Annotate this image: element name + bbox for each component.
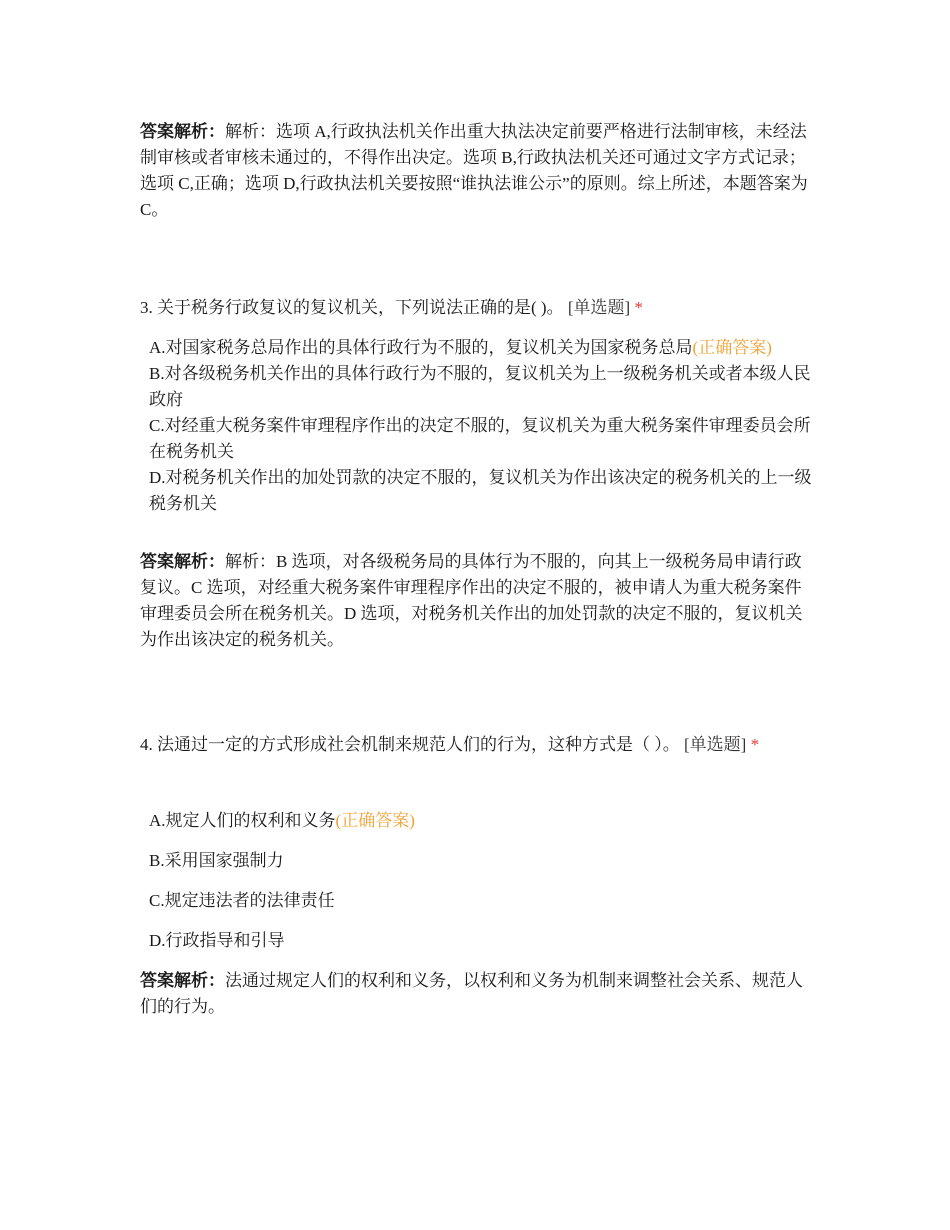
option-a — [149, 808, 812, 834]
option-text: D.对税务机关作出的加处罚款的决定不服的，复议机关为作出该决定的税务机关的上一级税务机关 — [149, 468, 812, 513]
question-text: 4. 法通过一定的方式形成社会机制来规范人们的行为，这种方式是（ ）。 — [140, 735, 680, 754]
analysis-label: 答案解析： — [140, 122, 225, 141]
analysis-label: 答案解析： — [140, 552, 225, 571]
analysis-text: 解析：选项 A,行政执法机关作出重大执法决定前要严格进行法制审核，未经法制审核或者审核未通过的，不得作出决定。选项 B,行政执法机关还可通过文字方式记录；选项 C,正确；选项 D,行政执法机关要按照“谁执法谁公示”的原则。综上所述，本题答案为 C。 — [140, 122, 808, 219]
question-text: 3. 关于税务行政复议的复议机关，下列说法正确的是( )。 — [140, 298, 564, 317]
q4-question — [140, 726, 812, 764]
option-a — [149, 335, 812, 361]
required-star: * — [750, 735, 760, 754]
option-text: B.采用国家强制力 — [149, 851, 284, 870]
option-text: C.规定违法者的法律责任 — [149, 891, 335, 910]
q3-analysis — [140, 549, 812, 653]
option-text: A.对国家税务总局作出的具体行政行为不服的，复议机关为国家税务总局 — [149, 338, 693, 357]
required-star: * — [634, 298, 643, 317]
option-text: D.行政指导和引导 — [149, 931, 285, 950]
q3-options — [149, 335, 812, 517]
correct-answer-tag: (正确答案) — [335, 811, 415, 830]
option-c — [149, 413, 812, 465]
option-text: A.规定人们的权利和义务 — [149, 811, 336, 830]
q2-analysis — [140, 119, 812, 223]
option-d — [149, 928, 812, 954]
correct-answer-tag: (正确答案) — [692, 338, 772, 357]
option-b — [149, 361, 812, 413]
question-type: [单选题] — [684, 735, 747, 754]
option-d — [149, 465, 812, 517]
q4-analysis — [140, 968, 812, 1020]
analysis-label: 答案解析： — [140, 971, 225, 990]
option-text: B.对各级税务机关作出的具体行政行为不服的，复议机关为上一级税务机关或者本级人民政府 — [149, 364, 811, 409]
option-b — [149, 848, 812, 874]
question-type: [单选题] — [567, 298, 631, 317]
q4-options — [149, 808, 812, 968]
analysis-text: 法通过规定人们的权利和义务，以权利和义务为机制来调整社会关系、规范人们的行为。 — [140, 971, 803, 1016]
option-c — [149, 888, 812, 914]
option-text: C.对经重大税务案件审理程序作出的决定不服的，复议机关为重大税务案件审理委员会所在税务机关 — [149, 416, 811, 461]
q3-question — [140, 295, 812, 321]
analysis-text: 解析：B 选项，对各级税务局的具体行为不服的，向其上一级税务局申请行政复议。C 选项，对经重大税务案件审理程序作出的决定不服的，被申请人为重大税务案件审理委员会所在税务机关。D 选项，对税务机关作出的加处罚款的决定不服的，复议机关为作出该决定的税务机关。 — [140, 552, 803, 649]
